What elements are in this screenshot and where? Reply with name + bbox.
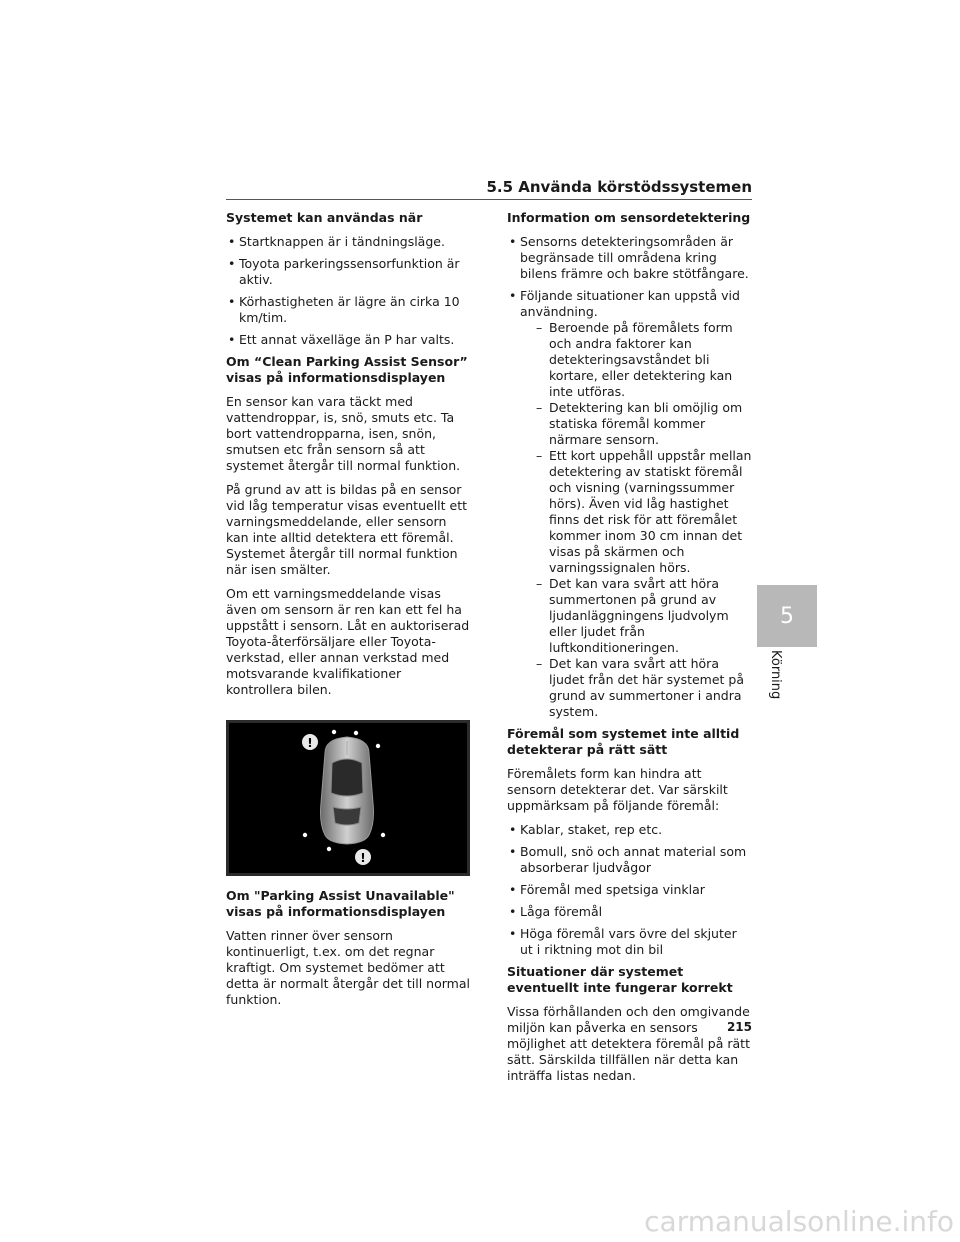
heading-sensor-detection-info: Information om sensordetektering	[507, 210, 751, 225]
list-item: • Låga föremål	[507, 904, 753, 920]
sublist-item: – Ett kort uppehåll uppstår mellan detektering av statiskt föremål och visning (varningssummer hörs). Även vid låg hastighet finns det risk för att föremålet kommer inom 30 cm innan det visas på skärmen och varningssignalen hörs.	[520, 448, 753, 576]
list-item: • Bomull, snö och annat material som absorberar ljudvågor	[507, 844, 753, 876]
list-item: • Ett annat växelläge än P har valts.	[226, 332, 470, 348]
heading-clean-sensor: Om “Clean Parking Assist Sensor” visas på informationsdisplayen	[226, 354, 468, 385]
paragraph: Vissa förhållanden och den omgivande miljön kan påverka en sensors möjlighet att detektera föremål på rätt sätt. Särskilda tillfällen när detta kan inträffa listas nedan.	[507, 1004, 750, 1083]
sublist-item: – Det kan vara svårt att höra summertonen på grund av ljudanläggningens ljudvolym eller ljudet från luftkonditioneringen.	[520, 576, 753, 656]
section-title: 5.5 Använda körstödssystemen	[486, 178, 752, 196]
sublist-item: – Det kan vara svårt att höra ljudet från det här systemet på grund av summertoner i andra system.	[520, 656, 753, 720]
heading-parking-assist-unavailable: Om "Parking Assist Unavailable" visas på informationsdisplayen	[226, 888, 455, 919]
chapter-tab: 5	[757, 585, 817, 647]
warning-glyph: !	[360, 851, 366, 865]
heading-undetected-objects: Föremål som systemet inte alltid detekterar på rätt sätt	[507, 726, 740, 757]
paragraph: På grund av att is bildas på en sensor vid låg temperatur visas eventuellt ett varningsmeddelande, eller sensorn kan inte alltid detektera ett föremål. Systemet återgår till normal funktion när isen smälter.	[226, 482, 468, 577]
paragraph: Föremålets form kan hindra att sensorn detekterar det. Var särskilt uppmärksam på följande föremål:	[507, 766, 728, 813]
page-number: 215	[726, 1020, 752, 1034]
list-item: • Körhastigheten är lägre än cirka 10 km/tim.	[226, 294, 470, 326]
car-rear-window	[333, 807, 361, 825]
sensor-dot	[354, 731, 358, 735]
objects-list	[507, 822, 753, 958]
list-item: • Kablar, staket, rep etc.	[507, 822, 753, 838]
heading-system-usable: Systemet kan användas när	[226, 210, 423, 225]
paragraph: Vatten rinner över sensorn kontinuerligt, t.ex. om det regnar kraftigt. Om systemet bedömer att detta är normalt återgår det till normal funktion.	[226, 928, 470, 1007]
car-roof	[331, 759, 363, 796]
sensor-dot	[303, 833, 307, 837]
sensor-dot	[376, 744, 380, 748]
sensor-dot	[327, 847, 331, 851]
parking-sensor-figure	[226, 720, 470, 876]
left-column	[226, 210, 470, 1016]
paragraph: Om ett varningsmeddelande visas även om sensorn är ren kan ett fel ha uppstått i sensorn. Låt en auktoriserad Toyota-återförsäljare eller Toyota-verkstad, eller annan verkstad med motsvarande kvalifikationer kontrollera bilen.	[226, 586, 470, 697]
list-item: • Föremål med spetsiga vinklar	[507, 882, 753, 898]
chapter-label: Körning	[768, 650, 783, 700]
conditions-list	[226, 234, 470, 348]
warning-glyph: !	[307, 736, 313, 750]
list-item: • Höga föremål vars övre del skjuter ut i riktning mot din bil	[507, 926, 753, 958]
paragraph: En sensor kan vara täckt med vattendroppar, is, snö, smuts etc. Ta bort vattendropparna, isen, snön, smutsen etc från sensorn så att systemet återgår till normal funktion.	[226, 394, 461, 473]
sublist-item: – Detektering kan bli omöjlig om statiska föremål kommer närmare sensorn.	[520, 400, 753, 448]
sensor-dot	[332, 730, 336, 734]
car-top-view-illustration	[229, 723, 467, 873]
list-item: • Toyota parkeringssensorfunktion är aktiv.	[226, 256, 470, 288]
situations-sublist	[520, 320, 753, 720]
list-item: • Sensorns detekteringsområden är begränsade till områdena kring bilens främre och bakre stötfångare.	[507, 234, 753, 282]
watermark: carmanualsonline.info	[644, 1205, 954, 1238]
list-item-text: Följande situationer kan uppstå vid användning.	[520, 288, 740, 319]
list-item: • Startknappen är i tändningsläge.	[226, 234, 470, 250]
list-item	[507, 288, 753, 720]
right-column	[507, 210, 753, 1092]
sublist-item: – Beroende på föremålets form och andra faktorer kan detekteringsavståndet bli kortare, eller detektering kan inte utföras.	[520, 320, 753, 400]
detection-info-list	[507, 234, 753, 720]
header-divider	[226, 199, 752, 200]
heading-malfunction-situations: Situationer där systemet eventuellt inte fungerar korrekt	[507, 964, 733, 995]
sensor-dot	[381, 833, 385, 837]
